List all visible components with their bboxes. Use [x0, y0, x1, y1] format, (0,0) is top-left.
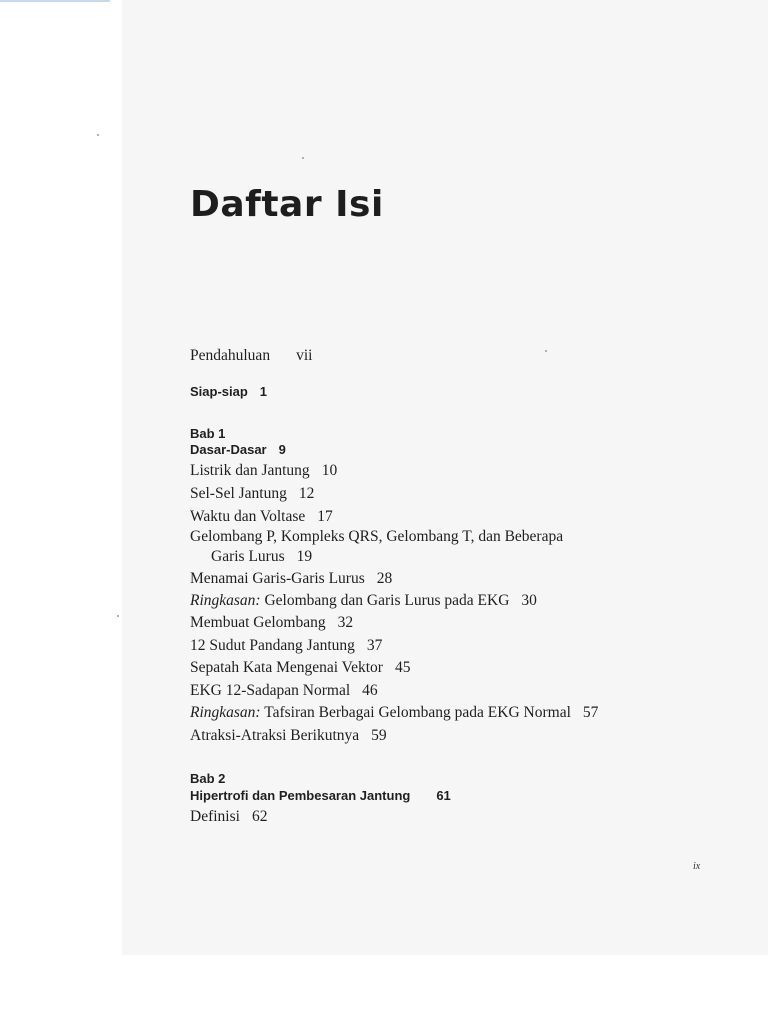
toc-entry-page: 19	[296, 548, 313, 565]
toc-entry-page: 45	[394, 659, 411, 676]
toc-entry-label: Membuat Gelombang	[190, 614, 326, 631]
toc-entry	[190, 528, 563, 546]
toc-entry-summary	[190, 592, 537, 610]
toc-entry-page: 28	[376, 570, 393, 587]
toc-entry	[190, 637, 382, 655]
toc-entry-label: Atraksi-Atraksi Berikutnya	[190, 727, 360, 744]
toc-entry	[190, 570, 392, 588]
toc-entry	[190, 682, 378, 700]
toc-entry-label: EKG 12-Sadapan Normal	[190, 682, 351, 699]
toc-entry-page: 32	[337, 614, 354, 631]
toc-entry-label-cont: Garis Lurus	[211, 548, 285, 565]
toc-entry-label: Listrik dan Jantung	[190, 462, 310, 479]
toc-entry	[190, 808, 267, 826]
toc-entry-label: Menamai Garis-Garis Lurus	[190, 570, 365, 587]
toc-entry-prefix: Ringkasan:	[190, 592, 261, 609]
toc-entry-page: 17	[317, 508, 333, 525]
scan-speck	[302, 157, 304, 159]
chapter-number: Bab 1	[190, 426, 226, 441]
toc-entry-page: vii	[296, 347, 313, 364]
chapter-title: Dasar-Dasar	[190, 442, 267, 457]
toc-entry-label: Tafsiran Berbagai Gelombang pada EKG Normal	[264, 704, 571, 721]
toc-entry-page: 59	[371, 727, 387, 744]
toc-entry-continuation	[211, 548, 312, 566]
toc-entry-page: 10	[321, 462, 338, 479]
toc-entry-label: 12 Sudut Pandang Jantung	[190, 637, 355, 654]
toc-entry-page: 37	[366, 637, 383, 654]
toc-entry-label: Gelombang P, Kompleks QRS, Gelombang T, dan Beberapa	[190, 528, 564, 545]
page-title: Daftar Isi	[190, 184, 384, 225]
toc-entry-label: Gelombang dan Garis Lurus pada EKG	[264, 592, 510, 609]
toc-entry-siap-siap	[190, 384, 267, 399]
scan-speck	[97, 134, 99, 136]
toc-entry-label: Sepatah Kata Mengenai Vektor	[190, 659, 383, 676]
toc-entry	[190, 508, 333, 526]
toc-entry-page: 1	[259, 384, 268, 399]
toc-entry-label: Siap-siap	[190, 384, 248, 399]
toc-entry-page: 12	[298, 485, 315, 502]
toc-entry	[190, 485, 314, 503]
chapter-page: 61	[436, 788, 451, 803]
toc-entry	[190, 462, 337, 480]
chapter-title-line	[190, 442, 286, 457]
page-number: ix	[693, 861, 701, 872]
chapter-number: Bab 2	[190, 771, 226, 786]
chapter-page: 9	[278, 442, 286, 457]
toc-entry	[190, 727, 387, 745]
scan-speck	[117, 615, 119, 617]
toc-entry-page: 62	[251, 808, 268, 825]
toc-entry-label: Waktu dan Voltase	[190, 508, 306, 525]
toc-entry-pendahuluan	[190, 347, 312, 365]
toc-entry-label: Pendahuluan	[190, 347, 271, 364]
toc-entry-page: 30	[521, 592, 537, 609]
toc-entry-prefix: Ringkasan:	[190, 704, 261, 721]
scan-speck	[545, 350, 547, 352]
toc-entry-page: 46	[362, 682, 378, 699]
toc-entry-summary	[190, 704, 598, 722]
chapter-title-line	[190, 788, 451, 803]
toc-entry	[190, 659, 410, 677]
toc-entry-page: 57	[582, 704, 599, 721]
toc-entry	[190, 614, 353, 632]
chapter-title: Hipertrofi dan Pembesaran Jantung	[190, 788, 411, 803]
toc-entry-label: Definisi	[190, 808, 240, 825]
scan-edge-line	[0, 0, 110, 2]
toc-entry-label: Sel-Sel Jantung	[190, 485, 287, 502]
